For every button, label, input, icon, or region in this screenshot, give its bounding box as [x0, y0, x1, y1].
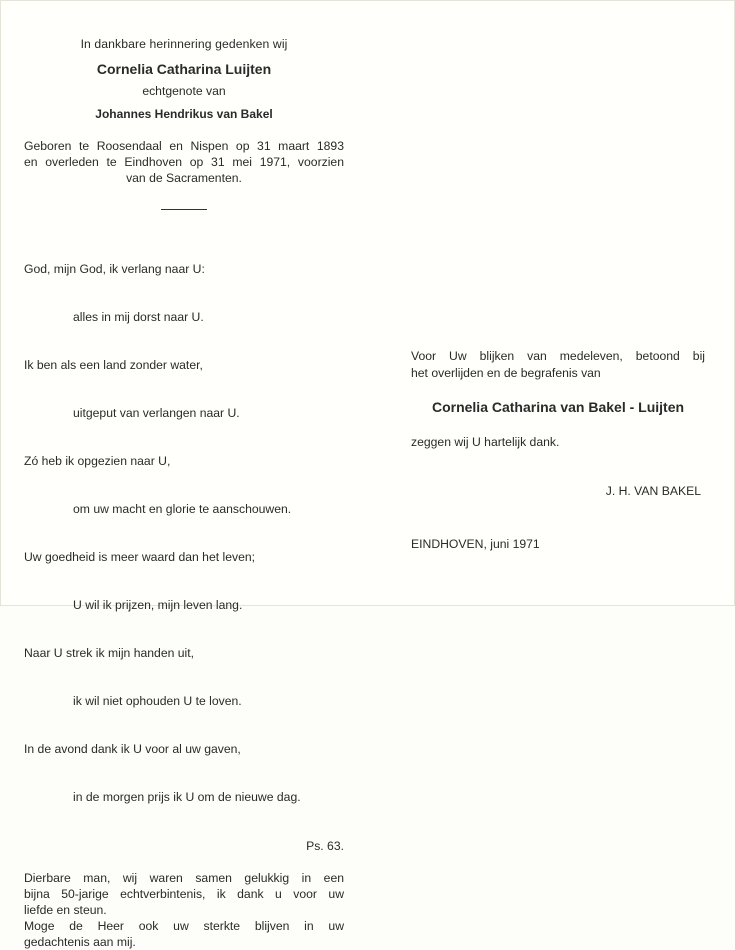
verse-line: alles in mij dorst naar U. — [73, 310, 204, 324]
closing-message — [24, 870, 344, 950]
deceased-name: Cornelia Catharina Luijten — [96, 61, 272, 77]
verse-line: Uw goedheid is meer waard dan het leven; — [24, 550, 256, 564]
intro-text: In dankbare herinnering gedenken wij — [80, 37, 288, 51]
verse-reference: Ps. 63. — [306, 839, 344, 853]
psalm-verse — [24, 229, 344, 837]
verse-line: in de morgen prijs ik U om de nieuwe dag. — [73, 790, 301, 804]
spouse-name: Johannes Hendrikus van Bakel — [95, 107, 273, 121]
verse-line: Ik ben als een land zonder water, — [24, 358, 203, 372]
verse-line: God, mijn God, ik verlang naar U: — [24, 262, 205, 276]
closing-line: Dierbare man, wij waren samen gelukkig in een — [24, 871, 344, 885]
closing-line: bijna 50-jarige echtverbintenis, ik dank u voor uw — [24, 887, 344, 901]
divider — [161, 209, 207, 210]
thanks-line: Voor Uw blijken van medeleven, betoond bij — [411, 349, 705, 363]
thanks-message — [411, 348, 705, 382]
thanks-line: het overlijden en de begrafenis van — [411, 366, 601, 380]
verse-line: Zó heb ik opgezien naar U, — [24, 454, 171, 468]
birth-line: Geboren te Roosendaal en Nispen op 31 maart 1893 — [24, 139, 344, 153]
verse-line: uitgeput van verlangen naar U. — [73, 406, 240, 420]
verse-line: In de avond dank ik U voor al uw gaven, — [24, 742, 241, 756]
sacraments-line: van de Sacramenten. — [126, 171, 242, 185]
signature: J. H. VAN BAKEL — [605, 484, 701, 498]
deceased-full-name: Cornelia Catharina van Bakel - Luijten — [431, 399, 685, 415]
death-line: en overleden te Eindhoven op 31 mei 1971, voorzien — [24, 155, 344, 169]
closing-line: gedachtenis aan mij. — [24, 935, 136, 949]
thank-you-text: zeggen wij U hartelijk dank. — [411, 435, 560, 449]
verse-line: Naar U strek ik mijn handen uit, — [24, 646, 195, 660]
verse-line: U wil ik prijzen, mijn leven lang. — [73, 598, 243, 612]
relation-text: echtgenote van — [142, 84, 226, 98]
verse-line: om uw macht en glorie te aanschouwen. — [73, 502, 292, 516]
left-panel — [24, 36, 344, 950]
closing-line: liefde en steun. — [24, 903, 107, 917]
closing-line: Moge de Heer ook uw sterkte blijven in uw — [24, 919, 344, 933]
right-panel — [411, 348, 705, 553]
birth-death-info — [24, 138, 344, 186]
verse-line: ik wil niet ophouden U te loven. — [73, 694, 242, 708]
place-date: EINDHOVEN, juni 1971 — [411, 537, 540, 551]
